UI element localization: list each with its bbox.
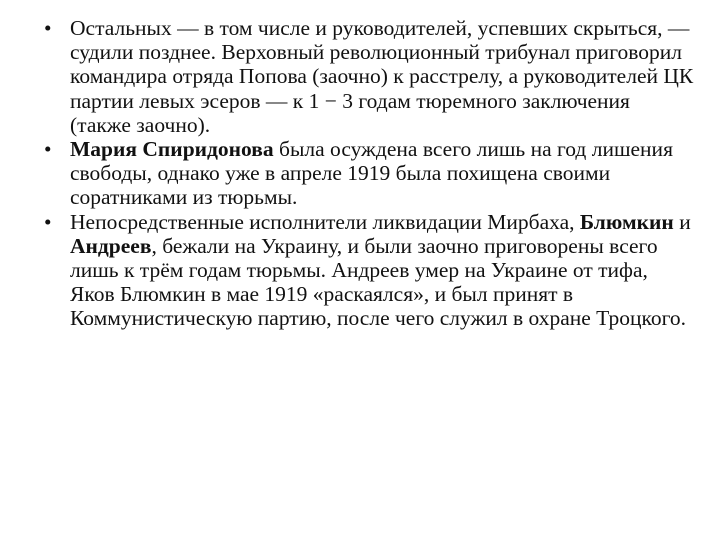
bullet-text xyxy=(70,210,691,331)
bullet-item-trial xyxy=(44,16,694,137)
bullet-text xyxy=(70,137,673,209)
bullet-icon: • xyxy=(44,16,52,40)
bullet-item-perpetrators xyxy=(44,210,694,331)
text-segment: Остальных — в том числе и руководителей, успевших скрыться, — судили позднее. Верховный революционный трибунал приговорил командира отряда Попова (заочно) к расстрелу, а руководителей ЦК партии левых эсеров — к 1 − 3 годам тюремного заключения (также заочно). xyxy=(70,16,694,137)
bullet-item-spiridonova xyxy=(44,137,694,210)
bold-name: Мария Спиридонова xyxy=(70,137,274,162)
bullet-list xyxy=(44,16,694,331)
text-segment: , бежали на Украину, и были заочно приговорены всего лишь к трём годам тюрьмы. Андреев умер на Украине от тифа, Яков Блюмкин в мае 1919 «раскаялся», и был принят в Коммунистическую партию, после чего служил в охране Троцкого. xyxy=(70,233,687,331)
text-segment: была осуждена всего лишь на год лишения свободы, однако уже в апреле 1919 была похищена своими соратниками из тюрьмы. xyxy=(70,137,673,210)
bold-name: Андреев xyxy=(70,233,152,258)
text-segment: и xyxy=(673,209,691,234)
bullet-text xyxy=(70,16,693,137)
bullet-icon: • xyxy=(44,137,52,162)
bold-name: Блюмкин xyxy=(579,209,674,234)
bullet-icon: • xyxy=(44,209,52,234)
text-segment: Непосредственные исполнители ликвидации Мирбаха, xyxy=(70,209,580,234)
